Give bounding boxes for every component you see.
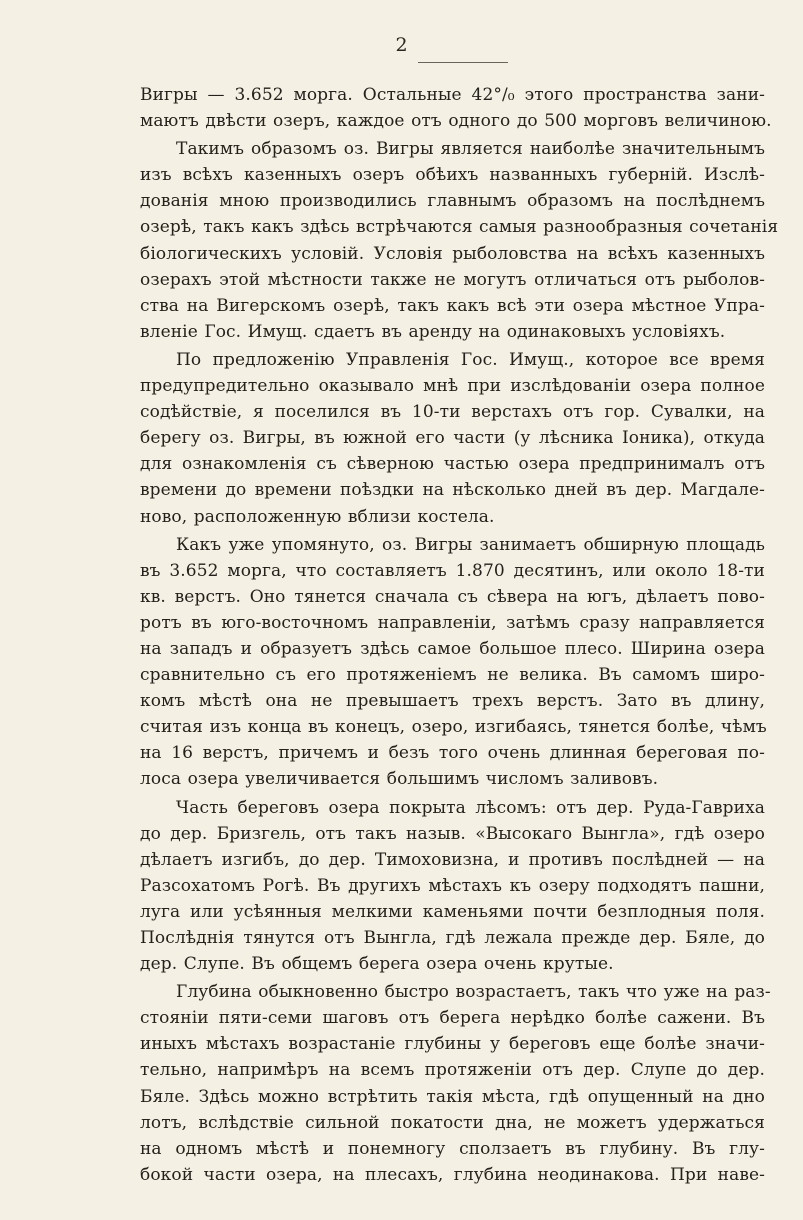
text-line: предупредительно оказывало мнѣ при изслѣдованіи озера полное: [140, 376, 765, 397]
text-line: дер. Слупе. Въ общемъ берега озера очень крутые.: [140, 954, 614, 975]
text-line: содѣйствіе, я поселился въ 10-ти верстахъ отъ гор. Сувалки, на: [140, 402, 765, 423]
text-line: Какъ уже упомянуто, оз. Вигры занимаетъ обширную площадь: [176, 534, 765, 555]
paragraph: [140, 532, 765, 793]
text-line: Такимъ образомъ оз. Вигры является наиболѣе значительнымъ: [176, 139, 765, 160]
text-line: озерѣ, такъ какъ здѣсь встрѣчаются самыя разнообразныя сочетанія: [140, 217, 779, 238]
text-line: до дер. Бризгель, отъ такъ назыв. «Высокаго Вынгла», гдѣ озеро: [140, 823, 765, 844]
text-line: лотъ, вслѣдствіе сильной покатости дна, не можетъ удержаться: [140, 1112, 765, 1133]
body-text: [140, 82, 779, 1190]
text-line: маютъ двѣсти озеръ, каждое отъ одного до 500 морговъ величиною.: [140, 111, 772, 132]
text-line: на западъ и образуетъ здѣсь самое большое плесо. Ширина озера: [140, 638, 765, 659]
text-line: считая изъ конца въ конецъ, озеро, изгибаясь, тянется болѣе, чѣмъ: [140, 717, 767, 738]
text-line: въ 3.652 морга, что составляетъ 1.870 десятинъ, или около 18-ти: [140, 560, 765, 581]
text-line: ства на Вигерскомъ озерѣ, такъ какъ всѣ эти озера мѣстное Упра-: [140, 295, 765, 316]
text-line: стояніи пяти-семи шаговъ отъ берега нерѣдко болѣе сажени. Въ: [140, 1008, 765, 1029]
text-line: Бяле. Здѣсь можно встрѣтить такія мѣста, гдѣ опущенный на дно: [140, 1086, 765, 1107]
text-line: кв. верстъ. Оно тянется сначала съ сѣвера на югъ, дѣлаетъ пово-: [140, 586, 765, 607]
text-line: ново, расположенную вблизи костела.: [140, 506, 495, 527]
text-line: біологическихъ условій. Условія рыболовства на всѣхъ казенныхъ: [140, 243, 765, 264]
text-line: времени до времени поѣздки на нѣсколько дней въ дер. Магдале-: [140, 480, 765, 501]
text-line: Вигры — 3.652 морга. Остальные 42°/₀ этого пространства зани-: [140, 85, 765, 105]
text-line: Часть береговъ озера покрыта лѣсомъ: отъ дер. Руда-Гавриха: [176, 797, 765, 818]
text-line: Глубина обыкновенно быстро возрастаетъ, такъ что уже на раз-: [176, 982, 771, 1003]
text-line: берегу оз. Вигры, въ южной его части (у лѣсника Іоника), откуда: [140, 428, 765, 449]
text-line: бокой части озера, на плесахъ, глубина неодинакова. При наве-: [140, 1164, 765, 1185]
text-line: для ознакомленія съ сѣверною частью озера предпринималъ отъ: [140, 454, 765, 475]
text-line: озерахъ этой мѣстности также не могутъ отличаться отъ рыболов-: [140, 269, 765, 290]
text-line: лоса озера увеличивается большимъ числомъ заливовъ.: [140, 769, 659, 790]
text-line: сравнительно съ его протяженіемъ не велика. Въ самомъ широ-: [140, 665, 765, 686]
text-line: дѣлаетъ изгибъ, до дер. Тимоховизна, и противъ послѣдней — на: [140, 849, 765, 870]
page-number: 2: [395, 34, 408, 56]
text-line: на одномъ мѣстѣ и понемногу сползаетъ въ глубину. Въ глу-: [140, 1138, 765, 1159]
text-line: иныхъ мѣстахъ возрастаніе глубины у береговъ еще болѣе значи-: [140, 1034, 765, 1055]
paragraph: [140, 82, 772, 134]
text-line: вленіе Гос. Имущ. сдаетъ въ аренду на одинаковыхъ условіяхъ.: [140, 321, 726, 342]
text-line: По предложенію Управленія Гос. Имущ., которое все время: [176, 349, 765, 370]
text-line: тельно, напримѣръ на всемъ протяженіи отъ дер. Слупе до дер.: [140, 1060, 765, 1081]
text-line: Разсохатомъ Рогѣ. Въ другихъ мѣстахъ къ озеру подходятъ пашни,: [140, 875, 765, 896]
text-line: луга или усѣянныя мелкими каменьями почти безплодныя поля.: [140, 901, 765, 922]
paragraph: [140, 136, 779, 345]
text-line: ротъ въ юго-восточномъ направленіи, затѣмъ сразу направляется: [140, 612, 765, 633]
paragraph: [140, 347, 765, 530]
paragraph: [140, 979, 771, 1188]
header-rule: [418, 62, 508, 63]
text-line: дованія мною производились главнымъ образомъ на послѣднемъ: [140, 191, 765, 212]
text-line: комъ мѣстѣ она не превышаетъ трехъ верстъ. Зато въ длину,: [140, 691, 765, 712]
text-line: на 16 верстъ, причемъ и безъ того очень длинная береговая по-: [140, 743, 765, 764]
text-line: Послѣднія тянутся отъ Вынгла, гдѣ лежала прежде дер. Бяле, до: [140, 928, 765, 948]
text-line: изъ всѣхъ казенныхъ озеръ обѣихъ названныхъ губерній. Изслѣ-: [140, 165, 765, 186]
paragraph: [140, 795, 765, 978]
